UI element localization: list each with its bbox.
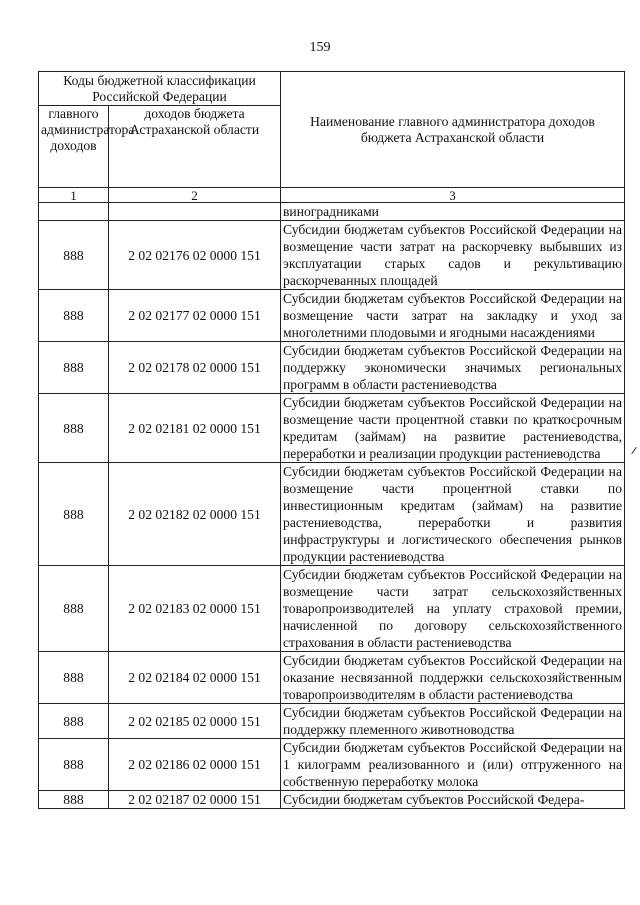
budget-code-cell: 2 02 02183 02 0000 151 bbox=[109, 566, 281, 652]
name-cell: Субсидии бюджетам субъектов Российской Федерации на возмещение части затрат на раскорчевку выбывших из эксплуатации старых садов и рекультивацию раскорчеванных площадей bbox=[281, 221, 625, 290]
table-row bbox=[39, 566, 625, 652]
admin-code-cell: 888 bbox=[39, 739, 109, 791]
budget-code-cell: 2 02 02184 02 0000 151 bbox=[109, 652, 281, 704]
budget-code-cell: 2 02 02177 02 0000 151 bbox=[109, 290, 281, 342]
admin-code-cell: 888 bbox=[39, 290, 109, 342]
name-column-header: Наименование главного администратора доходов бюджета Астраханской области bbox=[281, 72, 625, 188]
table-row bbox=[39, 791, 625, 809]
admin-code-cell: 888 bbox=[39, 566, 109, 652]
table-row bbox=[39, 342, 625, 394]
name-cell: Субсидии бюджетам субъектов Российской Федерации на возмещение части процентной ставки по инвестиционным кредитам (займам) на развитие растениеводства, переработки и развития инфраструктуры и логистического обеспечения рынков продукции растениеводства bbox=[281, 463, 625, 566]
budget-code-cell: 2 02 02186 02 0000 151 bbox=[109, 739, 281, 791]
budget-code-cell: 2 02 02185 02 0000 151 bbox=[109, 704, 281, 739]
budget-code-cell: 2 02 02181 02 0000 151 bbox=[109, 394, 281, 463]
admin-code-cell: 888 bbox=[39, 652, 109, 704]
code-column-header: доходов бюджета Астраханской области bbox=[109, 106, 281, 188]
codes-header: Коды бюджетной классификации Российской Федерации bbox=[39, 72, 281, 106]
admin-code-cell: 888 bbox=[39, 463, 109, 566]
name-cell: Субсидии бюджетам субъектов Российской Федерации на возмещение части затрат на закладку и уход за многолетними плодовыми и ягодными насаждениями bbox=[281, 290, 625, 342]
name-cell: Субсидии бюджетам субъектов Российской Федерации на оказание несвязанной поддержки сельскохозяйственным товаропроизводителям в области растениеводства bbox=[281, 652, 625, 704]
table-row bbox=[39, 221, 625, 290]
table-header-row bbox=[39, 72, 625, 106]
budget-code-cell: 2 02 02178 02 0000 151 bbox=[109, 342, 281, 394]
name-cell: Субсидии бюджетам субъектов Российской Федерации на 1 килограмм реализованного и (или) отгруженного на собственную переработку молока bbox=[281, 739, 625, 791]
column-number: 1 bbox=[39, 188, 109, 203]
table-row bbox=[39, 652, 625, 704]
budget-code-cell: 2 02 02187 02 0000 151 bbox=[109, 791, 281, 809]
name-cell: Субсидии бюджетам субъектов Российской Федерации на возмещение части процентной ставки по краткосрочным кредитам (займам) на развитие растениеводства, переработки и реализации продукции растениеводства bbox=[281, 394, 625, 463]
name-cell: Субсидии бюджетам субъектов Российской Федерации на возмещение части затрат сельскохозяйственных товаропроизводителей на уплату страховой премии, начисленной по договору сельскохозяйственного страхования в области растениеводства bbox=[281, 566, 625, 652]
table-row bbox=[39, 739, 625, 791]
admin-code-cell: 888 bbox=[39, 221, 109, 290]
budget-code-cell: 2 02 02182 02 0000 151 bbox=[109, 463, 281, 566]
table-row bbox=[39, 394, 625, 463]
empty-cell bbox=[109, 203, 281, 221]
name-cell: Субсидии бюджетам субъектов Российской Федерации на поддержку племенного животноводства bbox=[281, 704, 625, 739]
admin-code-cell: 888 bbox=[39, 394, 109, 463]
column-number: 3 bbox=[281, 188, 625, 203]
column-numbers-row bbox=[39, 188, 625, 203]
admin-column-header: главного администратора доходов bbox=[39, 106, 109, 188]
table-row bbox=[39, 463, 625, 566]
table-row bbox=[39, 290, 625, 342]
name-cell: Субсидии бюджетам субъектов Российской Федера- bbox=[281, 791, 625, 809]
table-row bbox=[39, 704, 625, 739]
empty-cell bbox=[39, 203, 109, 221]
budget-code-cell: 2 02 02176 02 0000 151 bbox=[109, 221, 281, 290]
margin-mark bbox=[631, 447, 636, 454]
name-cell: Субсидии бюджетам субъектов Российской Федерации на поддержку экономически значимых региональных программ в области растениеводства bbox=[281, 342, 625, 394]
continuation-text: виноградниками bbox=[281, 203, 625, 221]
column-number: 2 bbox=[109, 188, 281, 203]
admin-code-cell: 888 bbox=[39, 342, 109, 394]
page-number: 159 bbox=[309, 40, 331, 55]
admin-code-cell: 888 bbox=[39, 791, 109, 809]
budget-codes-table bbox=[38, 71, 625, 809]
admin-code-cell: 888 bbox=[39, 704, 109, 739]
continuation-row bbox=[39, 203, 625, 221]
